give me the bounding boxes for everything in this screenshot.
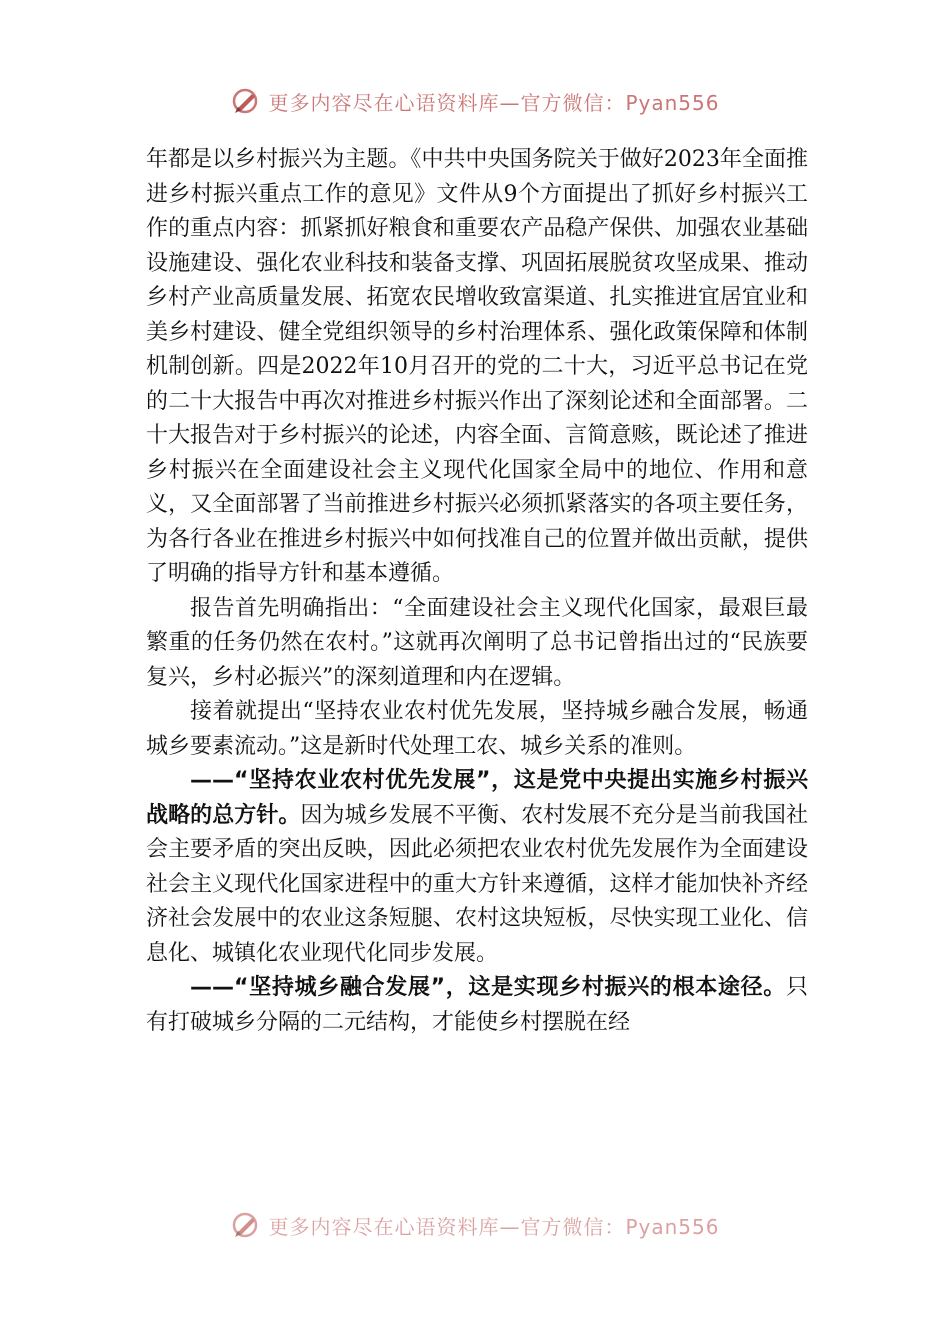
paragraph-1-text: 年都是以乡村振兴为主题。《中共中央国务院关于做好2023年全面推进乡村振兴重点工作的意见》文件从9个方面提出了抓好乡村振兴工作的重点内容：抓紧抓好粮食和重要农产品稳产保供、加强农业基础设施建设、强化农业科技和装备支撑、巩固拓展脱贫攻坚成果、推动乡村产业高质量发展、拓宽农民增收致富渠道、扎实推进宜居宜业和美乡村建设、健全党组织领导的乡村治理体系、强化政策保障和体制机制创新。四是2022年10月召开的党的二十大，习近平总书记在党的二十大报告中再次对推进乡村振兴作出了深刻论述和全面部署。二十大报告对于乡村振兴的论述，内容全面、言简意赅，既论述了推进乡村振兴在全面建设社会主义现代化国家全局中的地位、作用和意义，又全面部署了当前推进乡村振兴必须抓紧落实的各项主要任务，为各行各业在推进乡村振兴中如何找准自己的位置并做出贡献，提供了明确的指导方针和基本遵循。 [146, 147, 808, 586]
footer-watermark-text: 更多内容尽在心语资料库—官方微信：Pyan556 [268, 1214, 720, 1239]
paragraph-5-bold-heading: ——“坚持城乡融合发展”，这是实现乡村振兴的根本途径。 [190, 975, 786, 1000]
pen-logo-icon [230, 1210, 260, 1240]
paragraph-3-text: 接着就提出“坚持农业农村优先发展，坚持城乡融合发展，畅通城乡要素流动。”这是新时代处理工农、城乡关系的准则。 [146, 699, 808, 759]
paragraph-4 [146, 764, 808, 971]
header-watermark-text: 更多内容尽在心语资料库—官方微信：Pyan556 [268, 90, 720, 115]
header-watermark [0, 86, 950, 116]
paragraph-2-text: 报告首先明确指出：“全面建设社会主义现代化国家，最艰巨最繁重的任务仍然在农村。”这就再次阐明了总书记曾指出过的“民族要复兴，乡村必振兴”的深刻道理和内在逻辑。 [146, 595, 808, 690]
pen-logo-icon [230, 86, 260, 116]
paragraph-3 [146, 695, 808, 764]
paragraph-5 [146, 971, 808, 1040]
document-body [146, 143, 808, 1040]
paragraph-2 [146, 592, 808, 696]
footer-watermark [0, 1210, 950, 1240]
paragraph-4-bold-heading: ——“坚持农业农村优先发展”，这是党中央提出实施乡村振兴战略的总方针。 [146, 768, 808, 828]
paragraph-5-text: 只有打破城乡分隔的二元结构，才能使乡村摆脱在经 [146, 975, 808, 1035]
paragraph-4-text: 因为城乡发展不平衡、农村发展不充分是当前我国社会主要矛盾的突出反映，因此必须把农业农村优先发展作为全面建设社会主义现代化国家进程中的重大方针来遵循，这样才能加快补齐经济社会发展中的农业这条短腿、农村这块短板，尽快实现工业化、信息化、城镇化农业现代化同步发展。 [146, 802, 808, 966]
paragraph-1 [146, 143, 808, 592]
